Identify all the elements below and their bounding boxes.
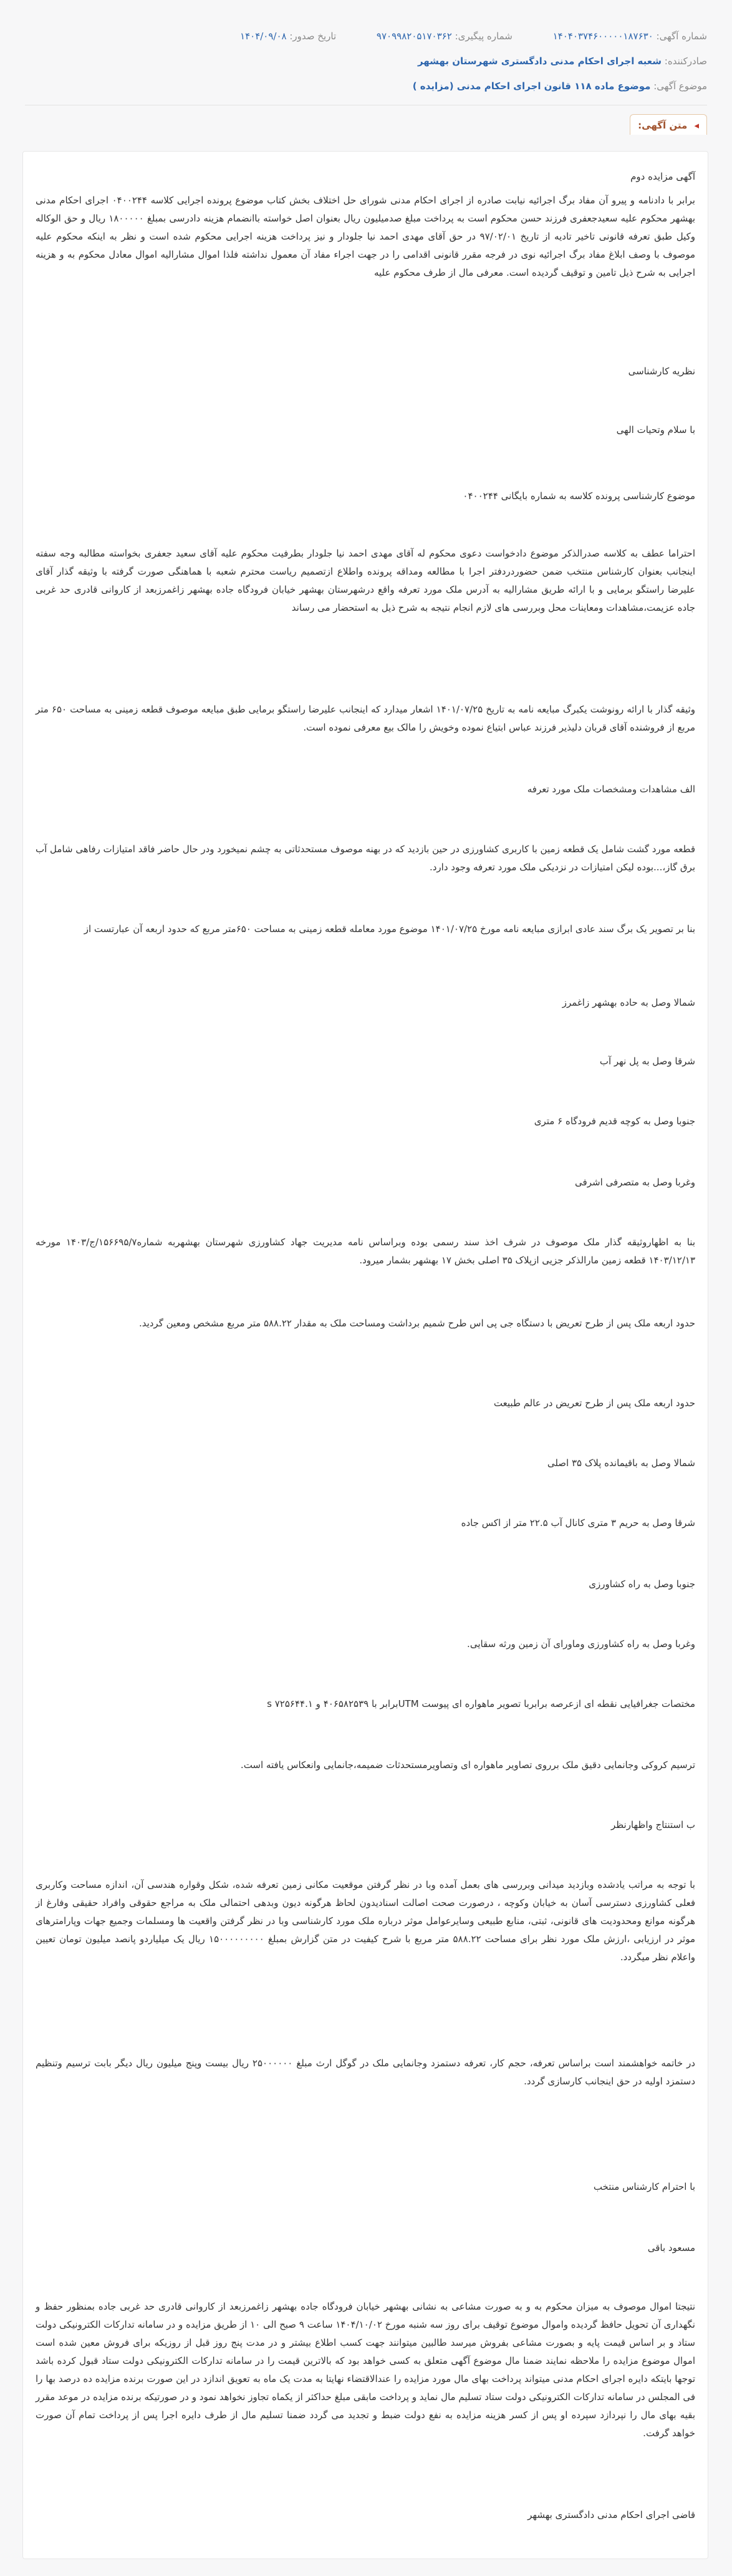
body-paragraph: ترسیم کروکی وجانمایی دقیق ملک برروی تصاویر ماهواره ای وتصاویرمستحدثات ضمیمه،جانمایی وانعکاس یافته است. <box>240 1759 695 1771</box>
body-paragraph: شرقا وصل به پل نهر آب <box>599 1056 695 1067</box>
issuer-label: صادرکننده: <box>664 56 707 67</box>
body-paragraph: مسعود باقی <box>647 2242 695 2253</box>
body-paragraph: برابر با دادنامه و پیرو آن مفاد برگ اجرائیه نیابت صادره از اجرای احکام مدنی شورای حل اختلاف بخش کتاب موضوع پرونده اجرایی کلاسه ۰۴۰۰۲۴۴ اجرای احکام مدنی بهشهر محکوم علیه سعیدجعفری فرزند حسن محکوم است به پرداخت مبلغ صدمیلیون ریال بعنوان اصل خواسته باانضمام هزینه دادرسی بمبلغ ۱۸۰۰۰۰۰ ریال و حق الوکاله وکیل طبق تعرفه قانونی تاخیر تادیه از تاریخ ۹۷/۰۲/۰۱ در حق آقای مهدی احمد نیا جلودار و نیز پرداخت هزینه اجرایی محکوم شده است و نظر به اینکه محکوم علیه موصوف با وصف ابلاغ مفاد برگ اجرائیه نوی در فرجه مقرر قانونی اقدامی را در جهت اجراء مفاد آن معمول نداشته فلذا اموال مشارالیه اموال معادل محکوم به و هزینه اجرایی به شرح ذیل تامین و توقیف گردیده است. معرفی مال از طرف محکوم علیه <box>36 195 695 278</box>
body-paragraph: با توجه به مراتب یادشده وبازدید میدانی وبررسی های بعمل آمده وبا در نظر گرفتن موقعیت مکانی زمین تعرفه شده، شکل وقواره هندسی آن، اندازه مساحت وکاربری فعلی کشاورزی دسترسی آسان به خیابان وکوچه ، درصورت صحت اصالت اسنادیدون لحاظ هرگونه دیون وبدهی احتمالی ملک به مراجع حقوقی وافراد حقیقی وفارغ از هرگونه موانع ومحدودیت های قانونی، ثبتی، منابع طبیعی وسایرعوامل موثر درباره ملک مورد کارشناسی وبا در نظر گرفتن واقعیت ها ومسلمات وجمیع جهات وپارامترهای موثر در ارزیابی ،ارزش ملک مورد نظر برای مساحت ۵۸۸.۲۲ متر مربع با شرح کیفیت در متن گزارش بمبلغ ۱۵۰۰۰۰۰۰۰۰۰ ریال یک میلیاردو پانصد میلیون تومان تعیین واعلام نظر میگردد. <box>36 1879 695 1963</box>
body-paragraph: جنوبا وصل به راه کشاورزی <box>589 1578 695 1590</box>
body-paragraph: احتراما عطف به کلاسه صدرالذکر موضوع دادخواست دعوی محکوم له آقای مهدی احمد نیا جلودار بطرفیت محکوم علیه آقای سعید جعفری بخواسته مطالبه وجه سفته اینجانب بعنوان کارشناس منتخب ضمن حضوردردفتر اجرا با مطالعه ومداقه پرونده واطلاع ازتصمیم ریاست محترم شعبه با هماهنگی صورت گرفته با وثیقه گذار آقای علیرضا راستگو برمایی و با ارائه طریق مشارالیه به آدرس ملک مورد تعرفه واقع درشهرستان بهشهر خیابان فرودگاه جاده بهشهر زاغمرزبعد از کاروانی قادری حد غربی جاده عزیمت،مشاهدات ومعاینات محل وبررسی های لازم انجام نتیجه به شرح ذیل به استحضار می رساند <box>36 548 695 613</box>
notice-text-tab <box>630 114 707 135</box>
body-paragraph: بنا به اظهاروثیقه گذار ملک موصوف در شرف اخذ سند رسمی بوده وبراساس نامه مدیریت جهاد کشاورزی شهرستان بهشهربه شماره۱۵۶۶۹۵/۷/ج/۱۴۰۳ مورخه ۱۴۰۳/۱۲/۱۳ قطعه زمین مارالذکر جزیی ازپلاک ۳۵ اصلی بخش ۱۷ بهشهر بشمار میرود. <box>36 1237 695 1266</box>
notice-number: ۱۴۰۴۰۳۷۴۶۰۰۰۰۰۱۸۷۶۳۰ <box>552 31 653 42</box>
body-paragraph: الف مشاهدات ومشخصات ملک مورد تعرفه <box>527 784 695 795</box>
body-paragraph: ب استنتاج واظهارنظر <box>610 1819 695 1830</box>
body-paragraph: نظریه کارشناسی <box>628 366 695 377</box>
body-paragraph: قاضی اجرای احکام مدنی دادگستری بهشهر <box>527 2509 695 2520</box>
tracking-number-label: شماره پیگیری: <box>455 31 513 42</box>
body-paragraph: حدود اربعه ملک پس از طرح تعریض با دستگاه جی پی اس طرح شمیم برداشت ومساحت ملک به مقدار ۵۸۸.۲۲ متر مربع مشخص ومعین گردید. <box>138 1318 695 1329</box>
body-paragraph: شمالا وصل به حاده بهشهر زاغمرز <box>562 997 695 1008</box>
body-paragraph: شرقا وصل به حریم ۳ متری کانال آب ۲۲.۵ متر از اکس جاده <box>461 1517 695 1529</box>
issuer: شعبه اجرای احکام مدنی دادگستری شهرستان بهشهر <box>417 56 662 67</box>
caret-left-icon: ◂ <box>694 120 699 131</box>
body-paragraph: با سلام وتحیات الهی <box>616 424 695 435</box>
body-paragraph: جنوبا وصل به کوچه قدیم فرودگاه ۶ متری <box>534 1115 695 1127</box>
notice-body <box>22 151 708 2559</box>
body-paragraph: بنا بر تصویر یک برگ سند عادی ابرازی مبایعه نامه مورخ ۱۴۰۱/۰۷/۲۵ موضوع مورد معامله قطعه زمینی به مساحت ۶۵۰متر مربع که حدود اربعه آن عبارتست از <box>84 923 695 935</box>
tracking-number: ۹۷۰۹۹۸۲۰۵۱۷۰۳۶۲ <box>376 31 452 42</box>
body-paragraph: شمالا وصل به باقیمانده پلاک ۳۵ اصلی <box>547 1457 695 1469</box>
body-paragraph: با احترام کارشناس منتخب <box>593 2181 695 2192</box>
meta-row-issuer <box>25 49 707 74</box>
body-paragraph: موضوع کارشناسی پرونده کلاسه به شماره بایگانی ۰۴۰۰۲۴۴ <box>463 490 695 502</box>
body-paragraph: آگهی مزایده دوم <box>630 171 695 182</box>
body-paragraph: وغربا وصل به راه کشاورزی وماورای آن زمین ورثه سقایی. <box>467 1638 695 1650</box>
notice-number-label: شماره آگهی: <box>656 31 707 42</box>
issue-date: ۱۴۰۴/۰۹/۰۸ <box>240 31 287 42</box>
subject-label: موضوع آگهی: <box>653 80 707 92</box>
notice-meta <box>0 0 732 99</box>
body-paragraph: مختصات جغرافیایی نقطه ای ازعرصه برابربا تصویر ماهواره ای پیوست UTMبرابر با ۴۰۶۵۸۲۵۳۹ و ۷۲۵۶۴۴.۱ s <box>267 1698 695 1709</box>
issue-date-label: تاریخ صدور: <box>289 31 337 42</box>
body-paragraph: قطعه مورد گشت شامل یک قطعه زمین با کاربری کشاورزی در حین بازدید که در بهنه موصوف مستحدثاتی به چشم نمیخورد ودر حال حاضر فاقد امتیازات رفاهی شامل آب برق گاز،...بوده لیکن امتیازات در نزدیکی ملک مورد تعرفه وجود دارد. <box>36 843 695 873</box>
body-paragraph: وثیقه گذار با ارائه رونوشت یکبرگ مبایعه نامه به تاریخ ۱۴۰۱/۰۷/۲۵ اشعار میدارد که اینجانب علیرضا راستگو برمایی طبق مبایعه موصوف قطعه زمینی به مساحت ۶۵۰ متر مربع از فروشنده آقای قربان دلیذیر فرزند عباس ابتیاع نموده وخویش را مالک بیع معرفی نموده است. <box>36 704 695 733</box>
body-paragraph: نتیجتا اموال موصوف به میزان محکوم به و به صورت مشاعی به نشانی بهشهر خیابان فرودگاه جاده بهشهر زاغمرزبعد از کاروانی قادری حد غربی جاده بمنظور حفظ و نگهداری آن تحویل حافظ گردیده واموال موضوع توقیف برای روز سه شنبه مورخ ۱۴۰۴/۱۰/۰۲ ساعت ۹ صبح الی ۱۰ از طریق مزایده و در سامانه تدارکات الکترونیکی دولت ستاد و بر اساس قیمت پایه و بصورت مشاعی بفروش میرسد طالبین میتوانند جهت کسب اطلاع بیشتر و در مدت پنج روز قبل از روزیکه برای فروش معین شده است اموال موضوع مزایده را ملاحظه نمایند ضمنا مال موضوع آگهی متعلق به کسی خواهد بود که بالاترین قیمت را در سامانه تدارکات الکترونیکی دولت ستاد قبول کرده باشد توجها بایتکه دایره اجرای احکام مدنی میتواند پرداخت بهای مال مورد مزایده را عندالاقتضاء نهایتا به مدت یک ماه به تعویق اندازد در این صورت برنده مزایده ده درصد بها را فی المجلس در سامانه تدارکات الکترونیکی دولت ستاد تسلیم مال نماید و پرداخت مابقی مبلغ حداکثر از یکماه تجاوز نخواهد نمود و در صورتیکه برنده مزایده در موعد مقرر بقیه بهای مال را نپردازد سپرده او پس از کسر هزینه مزایده به نفع دولت ضبط و تجدید می گردد ضمنا تسلیم مال از طرف دایره اجرا پس از پرداخت تمام آن صورت خواهد گرفت. <box>36 2301 695 2439</box>
notice-text-title: متن آگهی: <box>638 120 688 131</box>
body-paragraph: در خاتمه خواهشمند است براساس تعرفه، حجم کار، تعرفه دستمزد وجانمایی ملک در گوگل ارث مبلغ ۲۵۰۰۰۰۰۰ ریال بیست وپنج میلیون ریال دیگر بابت ترسیم وتنظیم دستمزد اولیه در حق اینجانب کارسازی گردد. <box>36 2058 695 2087</box>
subject: موضوع ماده ۱۱۸ قانون اجرای احکام مدنی (مزایده ) <box>412 80 651 92</box>
meta-row-subject <box>25 74 707 99</box>
body-paragraph: حدود اربعه ملک پس از طرح تعریض در عالم طبیعت <box>493 1397 695 1409</box>
meta-row-numbers <box>25 24 707 49</box>
body-paragraph: وغربا وصل به متصرفی اشرفی <box>575 1177 695 1188</box>
